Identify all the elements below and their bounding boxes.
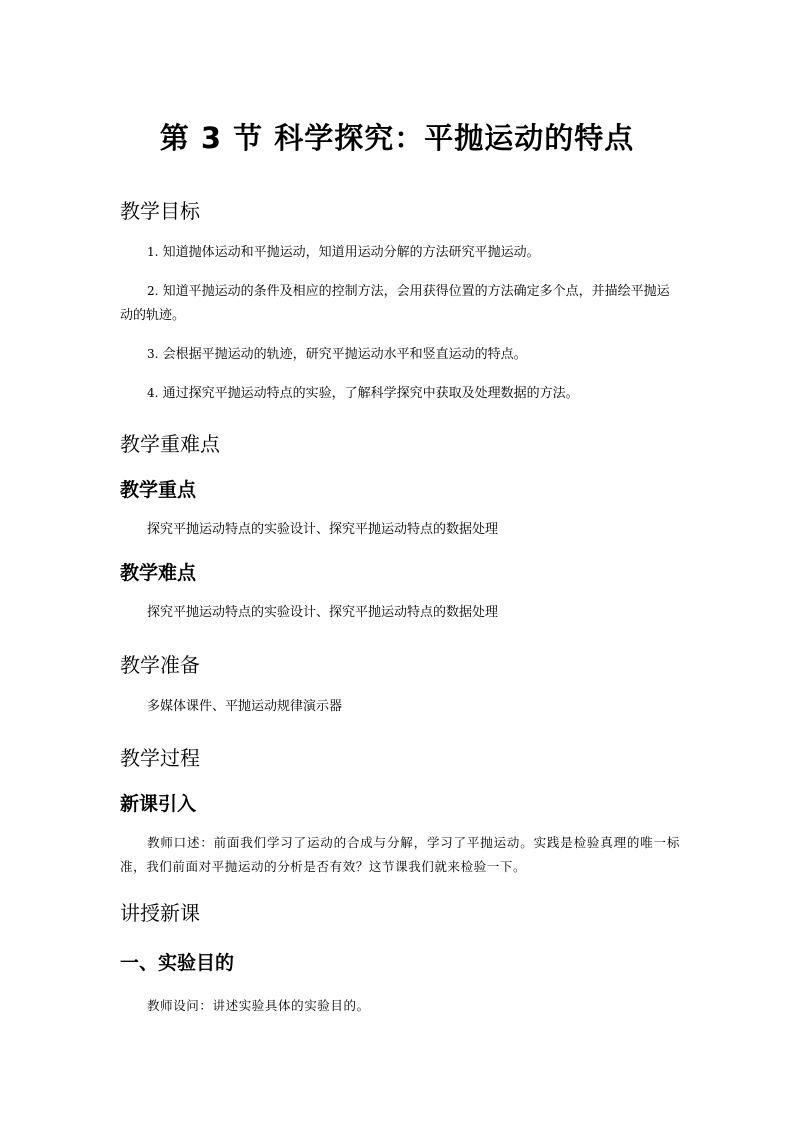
preparation-text: 多媒体课件、平抛运动规律演示器 <box>147 699 343 714</box>
objective-text: 会根据平抛运动的轨迹，研究平抛运动水平和竖直运动的特点。 <box>162 347 527 362</box>
objective-number: 2. <box>147 284 159 298</box>
heading-process: 教学过程 <box>120 746 200 770</box>
objective-item-2 <box>120 279 680 328</box>
intro-text: 教师口述：前面我们学习了运动的合成与分解，学习了平抛运动。实践是检验真理的唯一标准，我们前面对平抛运动的分析是否有效？这节课我们就来检验一下。 <box>120 835 680 874</box>
objective-number: 3. <box>147 347 159 361</box>
heading-intro: 新课引入 <box>120 793 197 815</box>
objective-number: 4. <box>147 386 159 400</box>
objective-text: 知道平抛运动的条件及相应的控制方法，会用获得位置的方法确定多个点，并描绘平抛运动的轨迹。 <box>120 284 670 323</box>
heading-objectives: 教学目标 <box>120 199 200 223</box>
heading-preparation: 教学准备 <box>120 653 200 677</box>
experiment-purpose-text: 教师设问：讲述实验具体的实验目的。 <box>147 998 370 1013</box>
heading-new-lesson: 讲授新课 <box>120 901 200 925</box>
heading-difficult-points: 教学难点 <box>120 562 197 584</box>
objective-number: 1. <box>147 245 159 259</box>
objective-text: 通过探究平抛运动特点的实验，了解科学探究中获取及处理数据的方法。 <box>162 386 579 401</box>
objective-text: 知道抛体运动和平抛运动，知道用运动分解的方法研究平抛运动。 <box>162 245 540 260</box>
page-title: 第 3 节 科学探究：平抛运动的特点 <box>159 121 635 155</box>
heading-key-difficult: 教学重难点 <box>120 432 220 456</box>
objective-item-3 <box>120 342 680 367</box>
difficult-points-text: 探究平抛运动特点的实验设计、探究平抛运动特点的数据处理 <box>147 605 499 620</box>
objective-item-1 <box>120 240 680 265</box>
heading-experiment-purpose: 一、实验目的 <box>120 952 235 974</box>
key-points-text: 探究平抛运动特点的实验设计、探究平抛运动特点的数据处理 <box>147 522 499 537</box>
objective-item-4 <box>120 381 680 406</box>
heading-key-points: 教学重点 <box>120 479 197 501</box>
